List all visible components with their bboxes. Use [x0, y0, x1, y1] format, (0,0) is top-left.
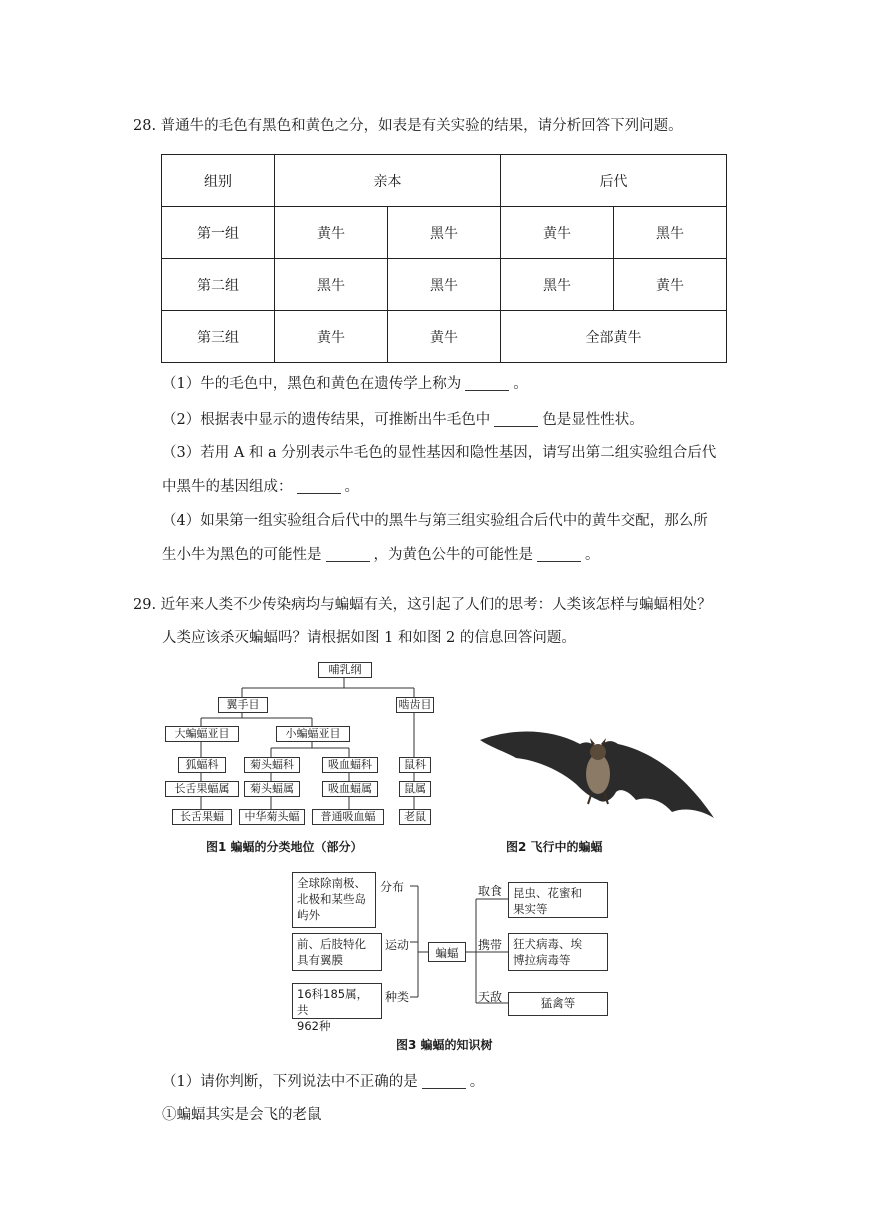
knowledge-label-enemy: 天敌 — [478, 990, 503, 1004]
knowledge-label-movement: 运动 — [385, 938, 410, 952]
table-cell: 黄牛 — [501, 207, 614, 259]
table-cell: 黄牛 — [388, 311, 501, 363]
table-cell: 第三组 — [162, 311, 275, 363]
figure1-caption: 图1 蝙蝠的分类地位（部分） — [206, 840, 363, 854]
table-cell: 黑牛 — [388, 207, 501, 259]
q28-stem: 28. 普通牛的毛色有黑色和黄色之分，如表是有关实验的结果，请分析回答下列问题。 — [133, 118, 683, 134]
knowledge-label-species: 种类 — [385, 990, 410, 1004]
q29-stem-line1: 29. 近年来人类不少传染病均与蝙蝠有关，这引起了人们的思考：人类该怎样与蝙蝠相处？ — [133, 597, 712, 613]
figure2-caption: 图2 飞行中的蝙蝠 — [506, 840, 603, 854]
tree-node-suborder: 小蝙蝠亚目 — [276, 726, 350, 742]
tree-node-family: 狐蝠科 — [178, 757, 226, 773]
table-header-cell: 组别 — [162, 155, 275, 207]
table-cell: 黄牛 — [614, 259, 727, 311]
tree-node-genus: 菊头蝠属 — [244, 781, 300, 797]
q28-sub1-end: 。 — [513, 376, 528, 392]
table-cell: 黄牛 — [275, 207, 388, 259]
q28-sub4-end: 。 — [585, 547, 600, 563]
tree-node-species: 普通吸血蝠 — [312, 809, 384, 825]
tree-node-genus: 吸血蝠属 — [322, 781, 378, 797]
table-cell: 第一组 — [162, 207, 275, 259]
table-header-cell: 后代 — [501, 155, 727, 207]
figure3-caption: 图3 蝙蝠的知识树 — [396, 1038, 493, 1052]
q28-sub3-text: 中黑牛的基因组成： — [162, 479, 293, 495]
q28-sub4-line1: （4）如果第一组实验组合后代中的黑牛与第三组实验组合后代中的黄牛交配，那么所 — [162, 513, 708, 529]
knowledge-box-enemy: 猛禽等 — [508, 992, 608, 1016]
knowledge-label-food: 取食 — [478, 884, 503, 898]
knowledge-box-movement: 前、后肢特化 具有翼膜 — [292, 933, 382, 971]
tree-node-suborder: 大蝙蝠亚目 — [165, 726, 239, 742]
tree-node-family: 鼠科 — [399, 757, 431, 773]
table-header-cell: 亲本 — [275, 155, 501, 207]
q28-sub3-line1: （3）若用 A 和 a 分别表示牛毛色的显性基因和隐性基因，请写出第二组实验组合后代 — [162, 445, 717, 461]
knowledge-box-species: 16科185属，共 962种 — [292, 983, 382, 1019]
q29-sub1-end: 。 — [469, 1074, 485, 1090]
table-cell: 黄牛 — [275, 311, 388, 363]
tree-node-species: 中华菊头蝠 — [239, 809, 305, 825]
flying-bat-illustration — [476, 700, 720, 830]
tree-node-species: 老鼠 — [399, 809, 431, 825]
table-cell: 第二组 — [162, 259, 275, 311]
table-cell: 黑牛 — [275, 259, 388, 311]
knowledge-box-distribution: 全球除南极、 北极和某些岛 屿外 — [292, 872, 376, 928]
tree-node-order: 啮齿目 — [396, 697, 434, 713]
knowledge-box-food: 昆虫、花蜜和 果实等 — [508, 882, 608, 918]
tree-node-family: 吸血蝠科 — [322, 757, 378, 773]
tree-node-genus: 长舌果蝠属 — [165, 781, 239, 797]
q29-sub1 — [162, 1070, 484, 1091]
tree-node-root: 哺乳纲 — [318, 662, 372, 678]
q28-sub3-end: 。 — [344, 479, 359, 495]
tree-node-order: 翼手目 — [218, 697, 268, 713]
table-cell: 黑牛 — [501, 259, 614, 311]
tree-node-species: 长舌果蝠 — [172, 809, 232, 825]
knowledge-label-distribution: 分布 — [380, 880, 405, 894]
q28-sub4-text-b: ，为黄色公牛的可能性是 — [373, 547, 533, 563]
q28-sub2-text: （2）根据表中显示的遗传结果，可推断出牛毛色中 — [162, 412, 491, 428]
q29-sub1-text: （1）请你判断，下列说法中不正确的是 — [162, 1074, 418, 1090]
table-cell: 黑牛 — [614, 207, 727, 259]
tree-node-family: 菊头蝠科 — [244, 757, 300, 773]
table-cell: 黑牛 — [388, 259, 501, 311]
answer-blank[interactable] — [422, 1076, 466, 1089]
q29-stem-line2: 人类应该杀灭蝙蝠吗？请根据如图 1 和如图 2 的信息回答问题。 — [162, 630, 576, 646]
q28-sub1-text: （1）牛的毛色中，黑色和黄色在遗传学上称为 — [162, 376, 462, 392]
tree-node-genus: 鼠属 — [399, 781, 431, 797]
knowledge-center-bat: 蝙蝠 — [428, 942, 466, 962]
knowledge-box-carry: 狂犬病毒、埃 博拉病毒等 — [508, 933, 608, 971]
knowledge-label-carry: 携带 — [478, 938, 503, 952]
q28-sub2-end: 色是显性性状。 — [542, 412, 644, 428]
q29-option-1: ①蝙蝠其实是会飞的老鼠 — [162, 1107, 322, 1123]
q28-sub4-text-a: 生小牛为黑色的可能性是 — [162, 547, 322, 563]
table-cell: 全部黄牛 — [501, 311, 727, 363]
